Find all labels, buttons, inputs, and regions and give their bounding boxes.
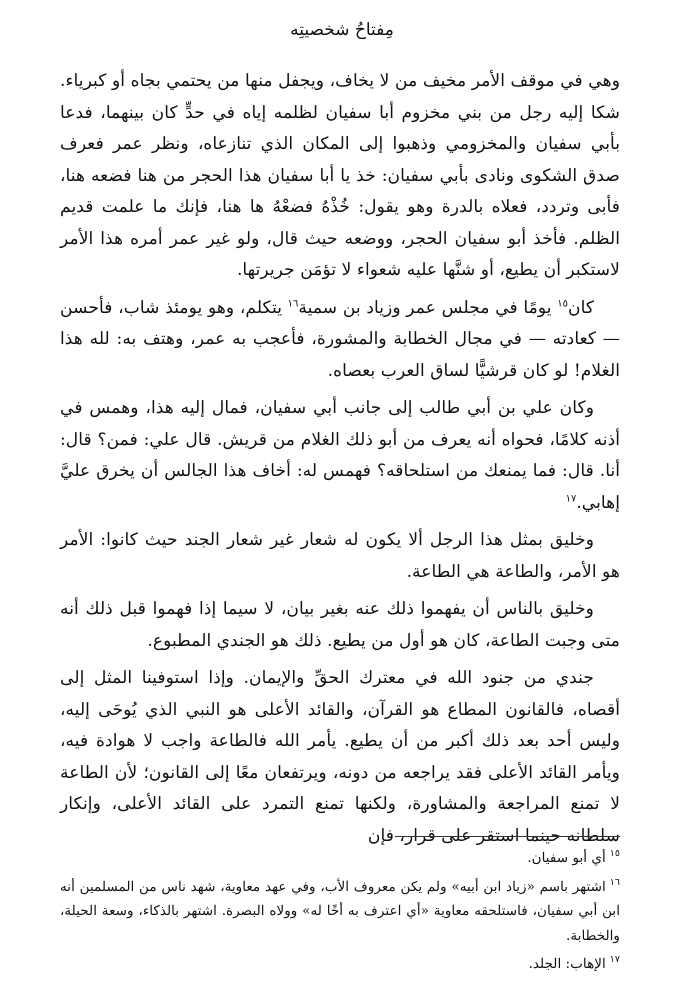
footnote-number: ١٧: [609, 954, 620, 966]
footnote-number: ١٦: [609, 876, 620, 888]
paragraph-2-start: كان: [567, 297, 595, 318]
body-text: [60, 66, 620, 852]
footnote-15: [60, 846, 620, 871]
paragraph-5: وخليق بالناس أن يفهموا ذلك عنه بغير بيان، لا سيما إذا فهموا قبل ذلك أنه متى وجبت الطاعة، كان هو أول من يطيع. ذلك هو الجندي المطبوع.: [60, 599, 620, 651]
running-title: مِفتاحُ شخصيتِه: [290, 20, 394, 40]
paragraph-1: وهي في موقف الأمر مخيف من لا يخاف، ويجفل منها من يحتمي بجاه أو كبرياء. شكا إليه رجل من بني مخزوم أبا سفيان لظلمه إياه في حدٍّ كان بينهما، فدعا بأبي سفيان والمخزومي وذهبوا إلى المكان الذي تنازعاه، ونظر عمر فعرف صدق الشكوى ونادى بأبي سفيان: خذ يا أبا سفيان هذا الحجر من هنا فضعه هنا، فأبى وتردد، فعلاه بالدرة وهو يقول: خُذْهُ فضعْهُ ها هنا، فإنك ما علمت قديم الظلم. فأخذ أبو سفيان الحجر، ووضعه حيث قال، ولو غير عمر أمره هذا الأمر لاستكبر أن يطيع، أو شنَّها عليه شعواء لا تؤمَن جريرتها.: [60, 71, 620, 280]
paragraph-2: [60, 293, 620, 388]
footnote-16: [60, 875, 620, 949]
paragraph-2-middle: يومًا في مجلس عمر وزياد بن سمية: [298, 297, 558, 318]
footnotes: [60, 846, 620, 981]
paragraph-6: جندي من جنود الله في معترك الحقِّ والإيمان. وإذا استوفينا المثل إلى أقصاه، فالقانون المطاع هو القرآن، والقائد الأعلى هو النبي الذي يُوحَى إليه، وليس أحد بعد ذلك أكبر من أن يطيع. يأمر الله فالطاعة واجب لا هوادة فيه، ويأمر القائد الأعلى فقد يراجعه من دونه، ويرتفعان معًا إلى القانون؛ لأن الطاعة لا تمنع المراجعة والمشاورة، ولكنها تمنع التمرد على القائد الأعلى، وإنكار سلطانه حينما استقر على قرار، فإن: [60, 668, 620, 846]
footnote-text: الإهاب: الجلد.: [528, 956, 606, 972]
footnote-text: أي أبو سفيان.: [527, 850, 606, 866]
footnote-ref-17[interactable]: ١٧: [565, 492, 577, 504]
paragraph-2-end: يتكلم، وهو يومئذ شاب، فأحسن — كعادته — في مجال الخطابة والمشورة، فأعجب به عمر، وهتف به: لله هذا الغلام! لو كان قرشيًّا لساق العرب بعصاه.: [60, 297, 620, 381]
footnote-ref-16[interactable]: ١٦: [287, 297, 299, 309]
footnote-ref-15[interactable]: ١٥: [557, 297, 568, 309]
footnote-number: ١٥: [609, 848, 620, 860]
footnote-text: اشتهر باسم «زياد ابن أبيه» ولم يكن معروف الأب، وفي عهد معاوية، شهد ناس من المسلمين أنه ابن أبي سفيان، فاستلحقه معاوية «أي اعترف به أخًا له» وولاه البصرة. اشتهر بالذكاء، وسعة الحيلة، والخطابة.: [60, 878, 620, 944]
paragraph-4: وخليق بمثل هذا الرجل ألا يكون له شعار غير شعار الجند حيث كانوا: الأمر هو الأمر، والطاعة هي الطاعة.: [60, 530, 620, 582]
paragraph-3-text: وكان علي بن أبي طالب إلى جانب أبي سفيان، فمال إليه هذا، وهمس في أذنه كلامًا، فحواه أنه يعرف من أبو ذلك الغلام من قريش. قال علي: فمن؟ قال: أنا. قال: فما يمنعك من استلحاقه؟ فهمس له: أخاف هذا الجالس أن يخرق عليَّ إهابي.: [60, 398, 620, 513]
paragraph-3: [60, 393, 620, 519]
footnote-divider: [395, 836, 620, 837]
footnote-17: [60, 952, 620, 977]
